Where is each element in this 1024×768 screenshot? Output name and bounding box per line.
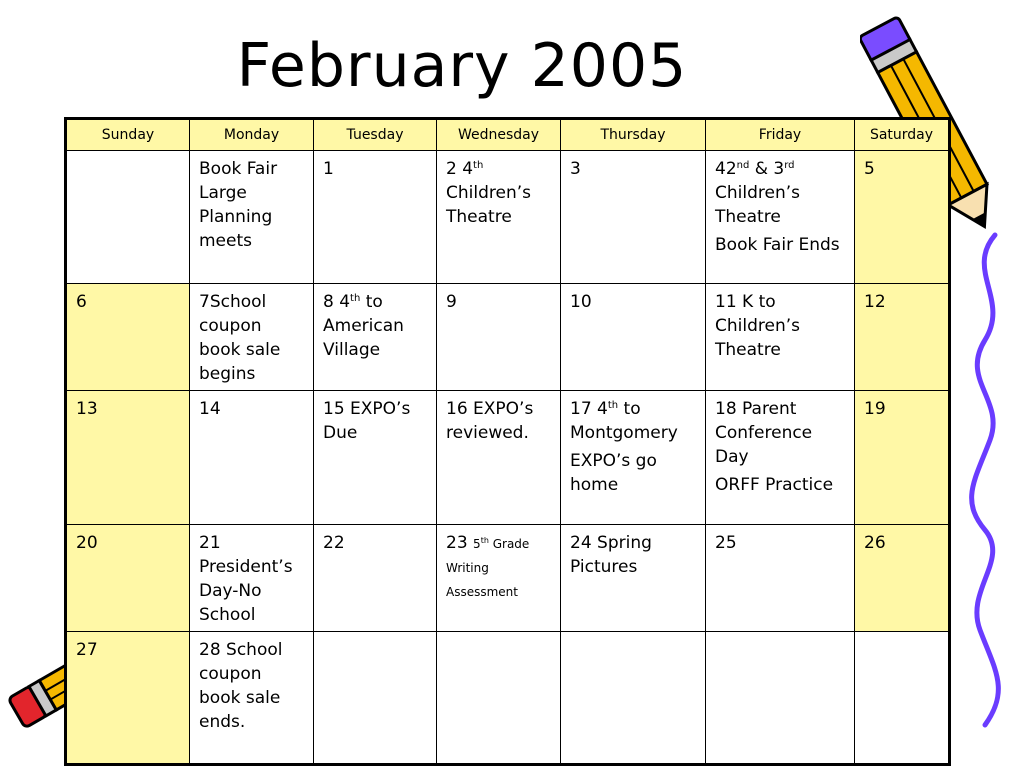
day-cell (314, 632, 437, 765)
weekday-header: Friday (706, 119, 855, 151)
cell-text: 25 (715, 533, 737, 553)
week-row (66, 151, 950, 284)
cell-text: 11 K to Children’s Theatre (715, 292, 800, 360)
cell-text: 28 School coupon book sale ends. (199, 640, 283, 732)
day-cell (855, 284, 950, 391)
day-cell (706, 632, 855, 765)
cell-text: 3 (570, 159, 581, 179)
cell-text: 24 Spring Pictures (570, 533, 652, 577)
cell-text: 2 4th Children’s Theatre (446, 159, 531, 227)
cell-text: 18 Parent Conference Day (715, 399, 813, 467)
day-cell (314, 525, 437, 632)
cell-text: 22 (323, 533, 345, 553)
cell-text: 15 EXPO’s Due (323, 399, 411, 443)
day-cell (561, 151, 706, 284)
week-row (66, 525, 950, 632)
day-cell (66, 525, 190, 632)
cell-text: 1 (323, 159, 334, 179)
weekday-header-row (66, 119, 950, 151)
week-row (66, 632, 950, 765)
day-cell (66, 632, 190, 765)
weekday-header: Thursday (561, 119, 706, 151)
day-cell (66, 151, 190, 284)
week-row (66, 284, 950, 391)
cell-text: 17 4th to Montgomery (570, 399, 678, 443)
cell-text: 9 (446, 292, 457, 312)
day-cell (437, 632, 561, 765)
cell-text: 19 (864, 399, 886, 419)
day-cell (190, 391, 314, 525)
day-cell (706, 391, 855, 525)
day-cell (190, 525, 314, 632)
cell-text: 21 President’s Day-No School (199, 533, 293, 625)
day-cell (855, 525, 950, 632)
cell-text: EXPO’s go home (570, 451, 657, 495)
squiggle-decoration-icon (955, 230, 1024, 730)
cell-text: ORFF Practice (715, 475, 834, 495)
weekday-header: Wednesday (437, 119, 561, 151)
day-cell (706, 525, 855, 632)
cell-text: Book Fair Ends (715, 235, 840, 255)
cell-text: 26 (864, 533, 886, 553)
cell-text: Book Fair Large Planning meets (199, 159, 278, 251)
day-cell (437, 391, 561, 525)
day-cell (314, 284, 437, 391)
cell-text: 13 (76, 399, 98, 419)
cell-text: 42nd & 3rd Children’s Theatre (715, 159, 800, 227)
weekday-header: Sunday (66, 119, 190, 151)
day-cell (66, 391, 190, 525)
day-cell (561, 284, 706, 391)
day-cell (314, 151, 437, 284)
day-cell (561, 525, 706, 632)
day-cell (437, 525, 561, 632)
cell-text: 16 EXPO’s reviewed. (446, 399, 534, 443)
day-cell (437, 151, 561, 284)
day-cell (190, 632, 314, 765)
day-cell (66, 284, 190, 391)
day-cell (706, 151, 855, 284)
calendar-table (64, 117, 951, 766)
cell-text: 10 (570, 292, 592, 312)
day-cell (561, 632, 706, 765)
cell-text: 5 (864, 159, 875, 179)
page-title: February 2005 (236, 31, 688, 101)
week-row (66, 391, 950, 525)
day-cell (706, 284, 855, 391)
day-cell (855, 391, 950, 525)
day-cell (190, 284, 314, 391)
cell-text: 12 (864, 292, 886, 312)
weekday-header: Monday (190, 119, 314, 151)
cell-text: 27 (76, 640, 98, 660)
day-cell (437, 284, 561, 391)
cell-text: 6 (76, 292, 87, 312)
cell-text: 20 (76, 533, 98, 553)
day-cell (561, 391, 706, 525)
weekday-header: Saturday (855, 119, 950, 151)
day-cell (190, 151, 314, 284)
day-cell (314, 391, 437, 525)
weekday-header: Tuesday (314, 119, 437, 151)
day-cell (855, 632, 950, 765)
cell-text: 7School coupon book sale begins (199, 292, 281, 384)
cell-text: 14 (199, 399, 221, 419)
day-cell (855, 151, 950, 284)
cell-text: 8 4th to American Village (323, 292, 404, 360)
cell-text: 23 5th Grade Writing Assessment (446, 533, 530, 599)
